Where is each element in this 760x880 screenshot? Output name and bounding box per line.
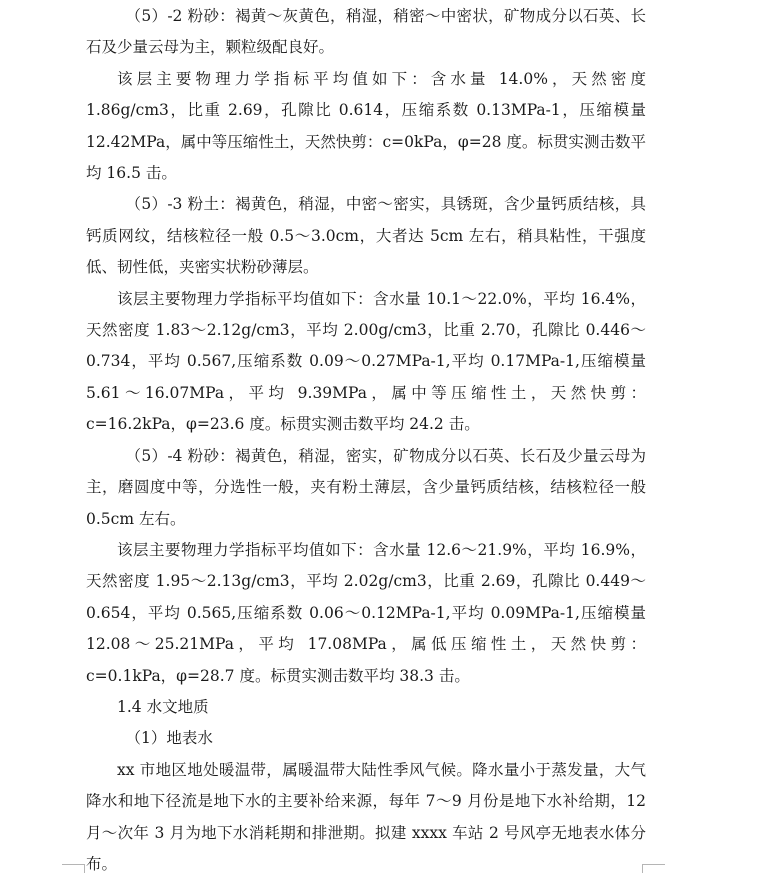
subheading-surface-water: （1）地表水 xyxy=(125,729,213,748)
paragraph-layer-5-3-indices: 该层主要物理力学指标平均值如下：含水量 10.1～22.0%，平均 16.4%，天然密度 1.83～2.12g/cm3，平均 2.00g/cm3，比重 2.70，孔隙比 0.446～0.734，平均 0.567,压缩系数 0.09～0.27MPa-1,平均 0.17MPa-1,压缩模量 5.61～16.07MPa，平均 9.39MPa，属中等压缩性土，天然快剪：c=16.2kPa，φ=23.6 度。标贯实测击数平均 24.2 击。 xyxy=(86,289,646,434)
page-margin-corner-mark-left xyxy=(62,864,85,873)
paragraph-layer-5-4-description: （5）-4 粉砂：褐黄色，稍湿，密实，矿物成分以石英、长石及少量云母为主，磨圆度中等，分选性一般，夹有粉土薄层，含少量钙质结核，结核粒径一般 0.5cm 左右。 xyxy=(86,446,646,528)
paragraph-layer-5-3-description: （5）-3 粉土：褐黄色，稍湿，中密～密实，具锈斑，含少量钙质结核，具钙质网纹，结核粒径一般 0.5～3.0cm，大者达 5cm 左右，稍具粘性，干强度低、韧性低，夹密实状粉砂薄层。 xyxy=(86,195,646,277)
paragraph-surface-water: xx 市地区地处暖温带，属暖温带大陆性季风气候。降水量小于蒸发量，大气降水和地下径流是地下水的主要补给来源，每年 7～9 月份是地下水补给期，12 月～次年 3 月为地下水消耗期和排泄期。拟建 xxxx 车站 2 号风亭无地表水体分布。 xyxy=(86,760,646,873)
page-margin-corner-mark-right xyxy=(642,864,665,873)
paragraph-layer-5-2-description: （5）-2 粉砂：褐黄～灰黄色，稍湿，稍密～中密状，矿物成分以石英、长石及少量云母为主，颗粒级配良好。 xyxy=(86,7,646,57)
paragraph-layer-5-4-indices: 该层主要物理力学指标平均值如下：含水量 12.6～21.9%，平均 16.9%，天然密度 1.95～2.13g/cm3，平均 2.02g/cm3，比重 2.69，孔隙比 0.449～0.654，平均 0.565,压缩系数 0.06～0.12MPa-1,平均 0.09MPa-1,压缩模量 12.08～25.21MPa，平均 17.08MPa，属低压缩性土，天然快剪：c=0.1kPa，φ=28.7 度。标贯实测击数平均 38.3 击。 xyxy=(86,540,646,685)
section-heading-hydrogeology: 1.4 水文地质 xyxy=(117,697,209,716)
document-body xyxy=(86,1,646,880)
paragraph-layer-5-2-indices: 该层主要物理力学指标平均值如下：含水量 14.0%，天然密度 1.86g/cm3，比重 2.69，孔隙比 0.614，压缩系数 0.13MPa-1，压缩模量 12.42MPa，属中等压缩性土，天然快剪：c=0kPa，φ=28 度。标贯实测击数平均 16.5 击。 xyxy=(86,69,646,183)
